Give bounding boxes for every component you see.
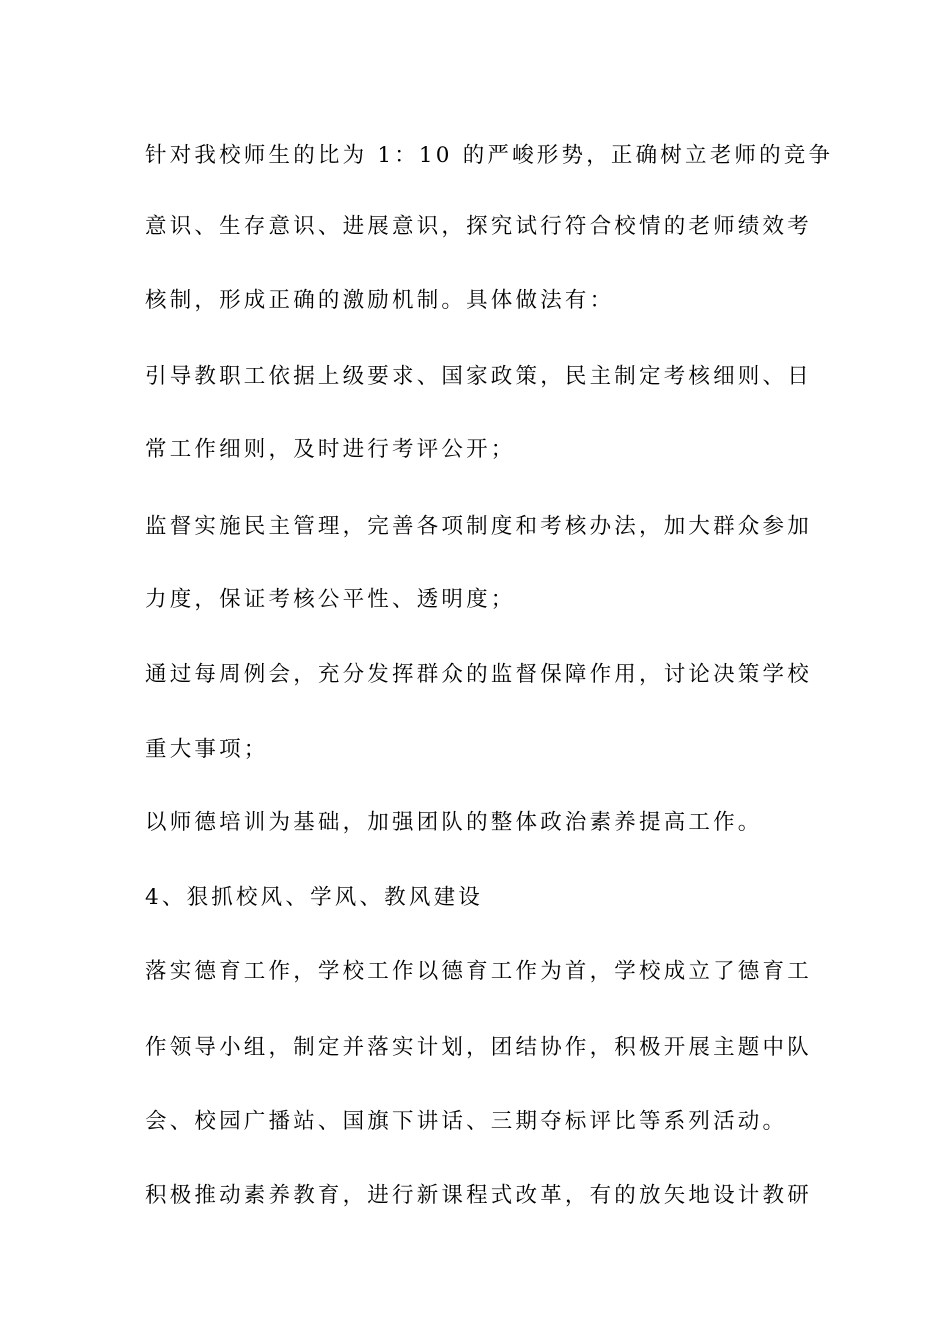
section-heading: 4、狠抓校风、学风、教风建设 — [145, 885, 483, 910]
text-line: 以师德培训为基础，加强团队的整体政治素养提高工作。 — [145, 810, 763, 835]
text-line: 监督实施民主管理，完善各项制度和考核办法，加大群众参加 — [145, 514, 812, 539]
text-line: 通过每周例会，充分发挥群众的监督保障作用，讨论决策学校 — [145, 662, 812, 687]
text-line: 作领导小组，制定并落实计划，团结协作，积极开展主题中队 — [145, 1035, 812, 1060]
text-line: 重大事项； — [145, 737, 269, 762]
text-line: 会、校园广播站、国旗下讲话、三期夺标评比等系列活动。 — [145, 1109, 788, 1134]
text-line: 力度，保证考核公平性、透明度； — [145, 587, 516, 612]
text-line: 引导教职工依据上级要求、国家政策，民主制定考核细则、日 — [145, 364, 812, 389]
text-line: 核制，形成正确的激励机制。具体做法有： — [145, 288, 615, 313]
text-line: 落实德育工作，学校工作以德育工作为首，学校成立了德育工 — [145, 959, 812, 984]
text-line: 常工作细则，及时进行考评公开； — [145, 437, 516, 462]
text-line: 针对我校师生的比为 1：10 的严峻形势，正确树立老师的竞争 — [145, 143, 834, 168]
text-line: 积极推动素养教育，进行新课程式改革，有的放矢地设计教研 — [145, 1183, 812, 1208]
text-line: 意识、生存意识、进展意识，探究试行符合校情的老师绩效考 — [145, 214, 812, 239]
